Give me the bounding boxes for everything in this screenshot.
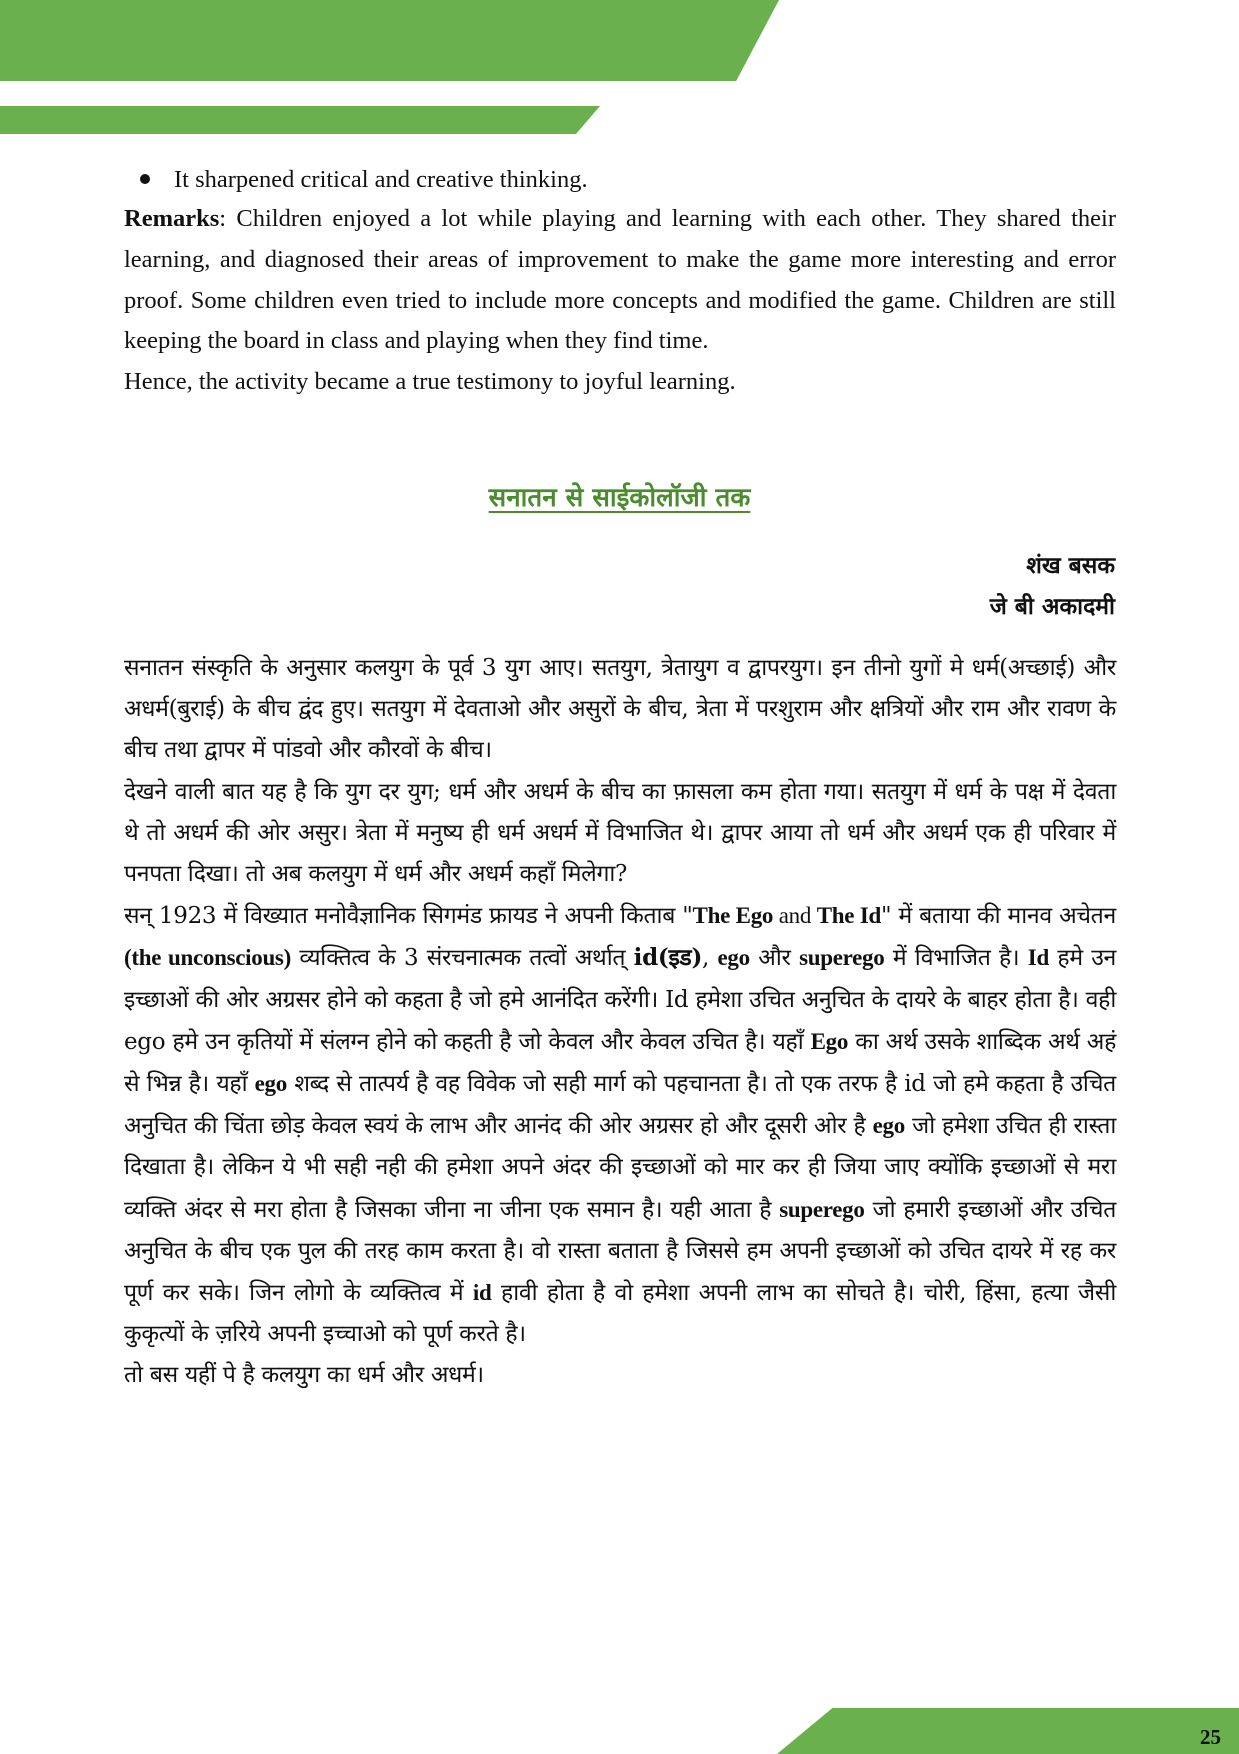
author-school: जे बी अकादमी: [989, 594, 1115, 620]
bullet-item: [140, 163, 588, 197]
remarks-label: Remarks: [124, 205, 220, 232]
bullet-text: It sharpened critical and creative thinking.: [174, 166, 588, 193]
p3-term: ego: [717, 945, 750, 971]
p3-text: " में बताया की मानव अचेतन: [880, 903, 1116, 930]
p3-text: सन् 1923 में विख्यात मनोवैज्ञानिक सिगमंड फ्रायड ने अपनी किताब ": [124, 903, 693, 930]
remarks-conclusion: Hence, the activity became a true testimony to joyful learning.: [124, 368, 736, 396]
header-band-top: [0, 0, 779, 81]
p3-text: जो हमारी इच्छाओं और उचित अनुचित के बीच एक पुल की तरह काम करता है। वो रास्ता बताता है जिससे हम अपनी इच्छाओं को उचित दायरे में रह कर पूर्ण कर सके। जिन लोगो के व्यक्तित्व में: [124, 1196, 1117, 1307]
p3-text: शब्द से तात्पर्य है वह विवेक जो सही मार्ग को पहचानता है। तो एक तरफ है id जो हमे कहता है उचित अनुचित की चिंता छोड़ केवल स्वयं के लाभ और आनंद की ओर अग्रसर हो और दूसरी ओर है: [124, 1071, 1116, 1140]
p3-term: ego: [254, 1071, 287, 1097]
byline: [990, 546, 1115, 628]
p3-term: The Id: [816, 903, 881, 929]
p3-text: में विभाजित है।: [884, 945, 1028, 972]
p3-term: superego: [779, 1196, 865, 1222]
p3-term: The Ego: [692, 903, 774, 929]
p3-text: हमे उन इच्छाओं की ओर अग्रसर होने को कहता है जो हमे आनंदित करेंगी। Id हमेशा उचित अनुचित के दायरे के बाहर होता है। वही ego हमे उन कृतियों में संलग्न होने को कहती है जो केवल और केवल उचित है। यहाँ: [124, 945, 1116, 1055]
p3-term: Ego: [810, 1028, 849, 1054]
article-paragraph-4: तो बस यहीं पे है कलयुग का धर्म और अधर्म।: [124, 1362, 484, 1389]
article-paragraph-3: [124, 895, 1116, 1355]
remarks-text: : Children enjoyed a lot while playing and learning with each other. They shared their learning, and diagnosed their areas of improvement to make the game more interesting and error proof. Some children even tried to include more concepts and modified the game. Children are still keeping the board in class and playing when they find time.: [124, 205, 1116, 355]
p3-term: (the unconscious): [124, 945, 291, 971]
p3-text: और: [749, 945, 800, 972]
p3-term: superego: [799, 945, 885, 971]
p3-term: id: [472, 1280, 492, 1306]
p3-text: हावी होता है वो हमेशा अपनी लाभ का सोचते है। चोरी, हिंसा, हत्या जैसी कुकृत्यों के ज़रिये अपनी इच्चाओ को पूर्ण करते है।: [124, 1280, 1116, 1348]
remarks-paragraph: [124, 199, 1116, 362]
p3-text: जो हमेशा उचित ही रास्ता दिखाता है। लेकिन ये भी सही नही की हमेशा अपने अंदर की इच्छाओं को मार कर ही जिया जाए क्योंकि इच्छाओं से मरा व्यक्ति अंदर से मरा होता है जिसका जीना ना जीना एक समान है। यही आता है: [124, 1113, 1116, 1223]
footer-band: [777, 1708, 1239, 1754]
p3-term: ego: [872, 1113, 905, 1139]
bullet-dot-icon: [140, 174, 150, 184]
p3-term: id(इड): [633, 944, 703, 972]
remarks-section: [124, 199, 1116, 403]
p3-text: ,: [702, 945, 718, 972]
article-title-wrap: [0, 478, 1239, 514]
p3-text: व्यक्तित्व के 3 संरचनात्मक तत्वों अर्थात्: [290, 945, 634, 972]
author-name: शंख बसक: [1026, 553, 1115, 579]
p3-text: and: [773, 903, 817, 929]
p3-term: Id: [1027, 945, 1049, 971]
p3-text: का अर्थ उसके शाब्दिक अर्थ अहं से भिन्न है। यहाँ: [124, 1028, 1116, 1098]
article-body: [124, 648, 1116, 1397]
header-band-secondary: [0, 106, 600, 134]
article-paragraph-2: देखने वाली बात यह है कि युग दर युग; धर्म और अधर्म के बीच का फ़ासला कम होता गया। सतयुग में धर्म के पक्ष में देवता थे तो अधर्म की ओर असुर। त्रेता में मनुष्य ही धर्म अधर्म में विभाजित थे। द्वापर आया तो धर्म और अधर्म एक ही परिवार में पनपता दिखा। तो अब कलयुग में धर्म और अधर्म कहाँ मिलेगा?: [124, 778, 1116, 888]
page-number: 25: [1200, 1725, 1221, 1749]
article-paragraph-1: सनातन संस्कृति के अनुसार कलयुग के पूर्व 3 युग आए। सतयुग, त्रेतायुग व द्वापरयुग। इन तीनो युगों मे धर्म(अच्छाई) और अधर्म(बुराई) के बीच द्वंद हुए। सतयुग में देवताओ और असुरों के बीच, त्रेता में परशुराम और क्षत्रियों और राम और रावण के बीच तथा द्वापर में पांडवो और कौरवों के बीच।: [124, 655, 1116, 764]
article-title: सनातन से साईकोलॉजी तक: [488, 483, 751, 513]
